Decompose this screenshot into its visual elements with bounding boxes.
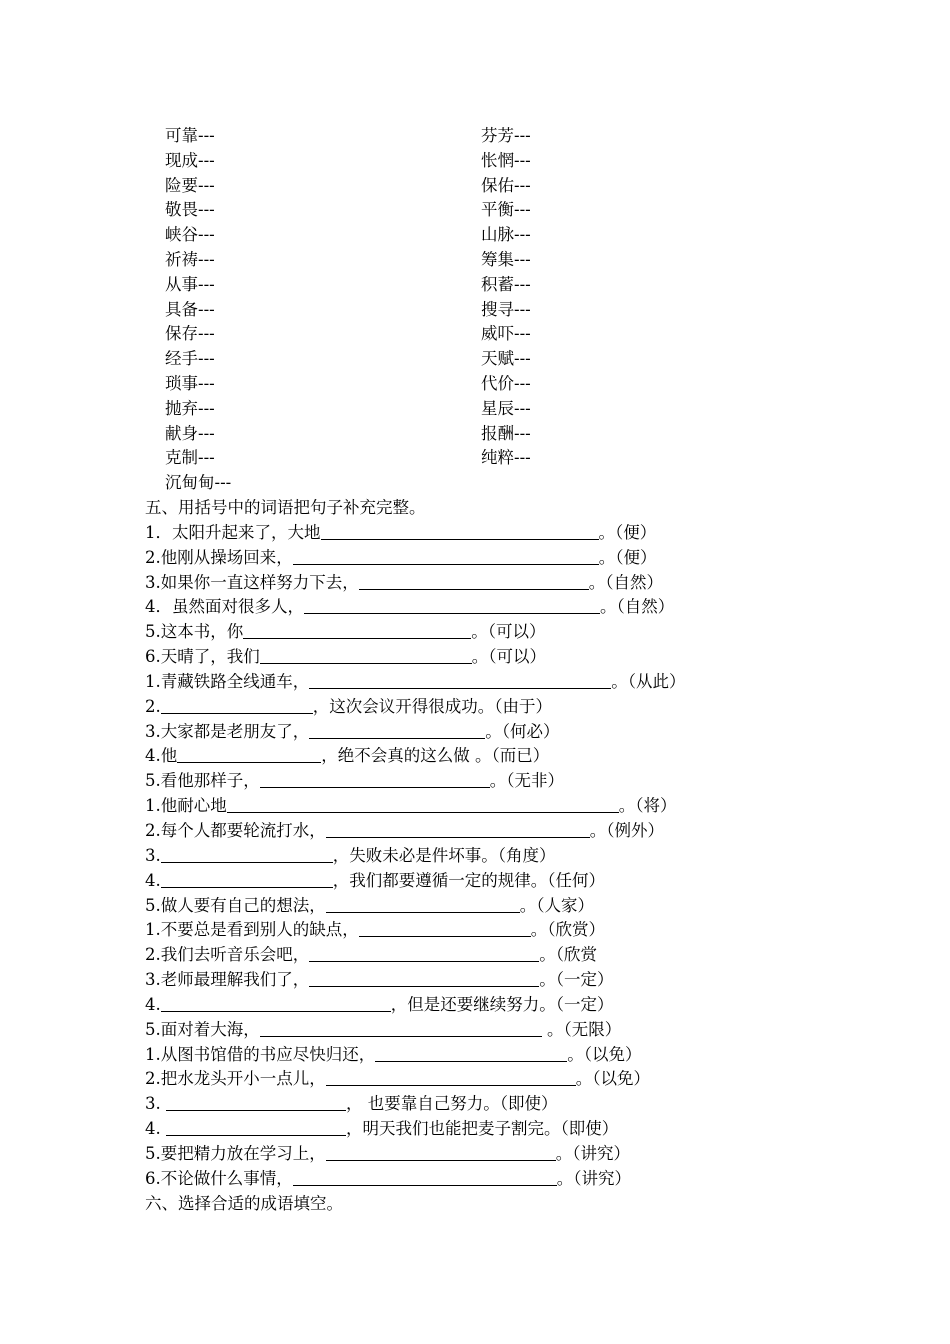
item-suffix: ，但是还要继续努力。（一定） bbox=[390, 994, 614, 1014]
item-suffix: 。（讲究） bbox=[556, 1168, 631, 1188]
exercise-item bbox=[145, 943, 925, 968]
exercise-item bbox=[145, 869, 925, 894]
item-prefix: 3.老师最理解我们了， bbox=[145, 970, 310, 990]
exercise-item bbox=[145, 1092, 925, 1117]
vocab-left: 峡谷--- bbox=[165, 225, 215, 245]
answer-blank[interactable] bbox=[260, 1020, 542, 1037]
vocab-left: 抛弃--- bbox=[165, 398, 215, 418]
vocab-left: 克制--- bbox=[165, 448, 215, 468]
vocab-right: 筹集--- bbox=[481, 249, 531, 269]
section-six-heading: 六、选择合适的成语填空。 bbox=[145, 1193, 343, 1213]
item-suffix: ，我们都要遵循一定的规律。（任何） bbox=[332, 870, 605, 890]
vocab-right: 芬芳--- bbox=[481, 126, 531, 145]
vocab-left: 具备--- bbox=[165, 299, 215, 319]
vocab-right: 山脉--- bbox=[481, 225, 531, 245]
exercise-item bbox=[145, 1043, 925, 1068]
exercise-item bbox=[145, 993, 925, 1018]
answer-blank[interactable] bbox=[309, 970, 539, 987]
answer-blank[interactable] bbox=[359, 573, 589, 590]
answer-blank[interactable] bbox=[166, 1094, 346, 1111]
exercise-item bbox=[145, 720, 925, 745]
item-prefix: 3.如果你一直这样努力下去， bbox=[145, 572, 359, 592]
answer-blank[interactable] bbox=[375, 1045, 567, 1062]
vocab-row bbox=[165, 198, 765, 223]
answer-blank[interactable] bbox=[161, 871, 333, 888]
exercise-item bbox=[145, 744, 925, 769]
item-suffix: 。（自然） bbox=[600, 597, 675, 617]
vocab-right: 天赋--- bbox=[481, 349, 531, 369]
answer-blank[interactable] bbox=[166, 1119, 346, 1136]
item-prefix: 5.要把精力放在学习上， bbox=[145, 1143, 326, 1163]
vocab-row bbox=[165, 372, 765, 397]
item-suffix: 。（以免） bbox=[575, 1069, 650, 1089]
item-prefix: 2.他刚从操场回来， bbox=[145, 547, 293, 567]
answer-blank[interactable] bbox=[293, 548, 599, 565]
item-suffix: 。（例外） bbox=[589, 820, 664, 840]
vocab-right: 积蓄--- bbox=[481, 274, 531, 294]
answer-blank[interactable] bbox=[326, 821, 590, 838]
exercise-item bbox=[145, 819, 925, 844]
answer-blank[interactable] bbox=[260, 647, 472, 664]
item-suffix: 。（便） bbox=[598, 522, 657, 542]
vocab-left: 现成--- bbox=[165, 150, 215, 170]
exercise-lines bbox=[145, 496, 925, 1216]
exercise-item bbox=[145, 918, 925, 943]
item-suffix: 。（可以） bbox=[471, 647, 546, 667]
vocab-right: 保佑--- bbox=[481, 175, 531, 195]
item-prefix: 5.看他那样子， bbox=[145, 771, 260, 791]
vocab-left: 可靠--- bbox=[165, 126, 215, 145]
item-prefix: 3.大家都是老朋友了， bbox=[145, 721, 310, 741]
item-prefix: 5.面对着大海， bbox=[145, 1019, 260, 1039]
item-suffix: 。（何必） bbox=[485, 721, 560, 741]
vocab-left: 献身--- bbox=[165, 423, 215, 443]
item-suffix: ，明天我们也能把麦子割完。（即使） bbox=[346, 1119, 619, 1139]
answer-blank[interactable] bbox=[227, 796, 619, 813]
item-prefix: 4. bbox=[145, 1119, 166, 1139]
item-prefix: 2.我们去听音乐会吧， bbox=[145, 945, 310, 965]
vocab-right: 威吓--- bbox=[481, 324, 531, 344]
exercise-item bbox=[145, 844, 925, 869]
vocab-row bbox=[165, 248, 765, 273]
exercise-item bbox=[145, 1117, 925, 1142]
vocab-row bbox=[165, 149, 765, 174]
item-suffix: ，这次会议开得很成功。（由于） bbox=[312, 696, 552, 716]
vocab-left: 险要--- bbox=[165, 175, 215, 195]
section-five-heading: 五、用括号中的词语把句子补充完整。 bbox=[145, 498, 426, 517]
exercise-item bbox=[145, 1167, 925, 1192]
vocab-left: 琐事--- bbox=[165, 373, 215, 393]
item-suffix: 。（自然） bbox=[588, 572, 663, 592]
vocab-right: 搜寻--- bbox=[481, 299, 531, 319]
exercise-item bbox=[145, 894, 925, 919]
vocab-left: 祈祷--- bbox=[165, 249, 215, 269]
answer-blank[interactable] bbox=[359, 920, 531, 937]
answer-blank[interactable] bbox=[321, 523, 599, 540]
vocab-row bbox=[165, 273, 765, 298]
vocab-row bbox=[165, 422, 765, 447]
vocab-row bbox=[165, 347, 765, 372]
item-suffix: 。（讲究） bbox=[555, 1143, 630, 1163]
vocab-left: 保存--- bbox=[165, 324, 215, 344]
item-prefix: 6.不论做什么事情， bbox=[145, 1168, 293, 1188]
item-prefix: 2. bbox=[145, 696, 161, 716]
item-prefix: 4．虽然面对很多人， bbox=[145, 597, 304, 617]
exercise-item bbox=[145, 1018, 925, 1043]
item-suffix: 。（以免） bbox=[567, 1044, 642, 1064]
item-prefix: 1.他耐心地 bbox=[145, 796, 227, 816]
item-prefix: 2.每个人都要轮流打水， bbox=[145, 820, 326, 840]
item-suffix: 。（人家） bbox=[519, 895, 594, 915]
item-suffix: 。（将） bbox=[618, 796, 677, 816]
vocab-right: 平衡--- bbox=[481, 200, 531, 220]
vocab-left: 经手--- bbox=[165, 349, 215, 369]
item-prefix: 5.做人要有自己的想法， bbox=[145, 895, 326, 915]
item-suffix: ， 也要靠自己努力。（即使） bbox=[346, 1094, 558, 1114]
answer-blank[interactable] bbox=[326, 1069, 576, 1086]
item-suffix: ，失败未必是件坏事。（角度） bbox=[332, 845, 556, 865]
item-suffix: 。（欣赏） bbox=[530, 920, 605, 940]
vocab-right: 星辰--- bbox=[481, 398, 531, 418]
item-suffix: 。（一定） bbox=[539, 970, 614, 990]
item-prefix: 1.从图书馆借的书应尽快归还， bbox=[145, 1044, 376, 1064]
item-suffix: 。（从此） bbox=[611, 671, 686, 691]
exercise-item bbox=[145, 620, 925, 645]
item-suffix: 。（可以） bbox=[471, 622, 546, 642]
answer-blank[interactable] bbox=[309, 722, 485, 739]
exercise-item bbox=[145, 571, 925, 596]
item-prefix: 1.青藏铁路全线通车， bbox=[145, 671, 310, 691]
exercise-item bbox=[145, 695, 925, 720]
answer-blank[interactable] bbox=[177, 746, 321, 763]
vocab-row bbox=[165, 124, 765, 149]
vocab-list bbox=[165, 124, 765, 496]
item-suffix: 。（无限） bbox=[541, 1019, 622, 1039]
vocab-row bbox=[165, 322, 765, 347]
item-prefix: 6.天晴了，我们 bbox=[145, 647, 260, 667]
item-prefix: 1．太阳升起来了，大地 bbox=[145, 522, 321, 542]
answer-blank[interactable] bbox=[326, 896, 520, 913]
item-prefix: 3. bbox=[145, 1094, 166, 1114]
vocab-row bbox=[165, 223, 765, 248]
item-prefix: 1.不要总是看到别人的缺点， bbox=[145, 920, 359, 940]
vocab-right: 代价--- bbox=[481, 373, 531, 393]
vocab-row bbox=[165, 397, 765, 422]
vocab-left: 沉甸甸--- bbox=[165, 473, 232, 493]
vocab-row bbox=[165, 298, 765, 323]
vocab-right: 纯粹--- bbox=[481, 448, 531, 468]
answer-blank[interactable] bbox=[309, 945, 539, 962]
exercise-item bbox=[145, 645, 925, 670]
exercise-item bbox=[145, 769, 925, 794]
exercise-item bbox=[145, 1142, 925, 1167]
item-prefix: 4. bbox=[145, 994, 161, 1014]
answer-blank[interactable] bbox=[243, 622, 471, 639]
item-suffix: 。（无非） bbox=[489, 771, 564, 791]
item-prefix: 2.把水龙头开小一点儿， bbox=[145, 1069, 326, 1089]
vocab-right: 怅惘--- bbox=[481, 150, 531, 170]
answer-blank[interactable] bbox=[161, 995, 391, 1012]
answer-blank[interactable] bbox=[304, 597, 600, 614]
item-prefix: 5.这本书，你 bbox=[145, 622, 244, 642]
item-prefix: 4.他 bbox=[145, 746, 178, 766]
item-suffix: 。（欣赏 bbox=[539, 945, 597, 965]
item-prefix: 4. bbox=[145, 870, 161, 890]
vocab-left: 敬畏--- bbox=[165, 200, 215, 220]
exercise-item bbox=[145, 546, 925, 571]
exercise-item bbox=[145, 670, 925, 695]
item-suffix: ，绝不会真的这么做 。（而已） bbox=[321, 746, 550, 766]
vocab-left: 从事--- bbox=[165, 274, 215, 294]
answer-blank[interactable] bbox=[161, 697, 313, 714]
vocab-row bbox=[165, 446, 765, 471]
answer-blank[interactable] bbox=[326, 1144, 556, 1161]
answer-blank[interactable] bbox=[309, 672, 611, 689]
answer-blank[interactable] bbox=[293, 1169, 557, 1186]
vocab-row bbox=[165, 174, 765, 199]
item-suffix: 。（便） bbox=[598, 547, 657, 567]
item-prefix: 3. bbox=[145, 845, 161, 865]
exercise-item bbox=[145, 1067, 925, 1092]
exercise-item bbox=[145, 595, 925, 620]
vocab-row bbox=[165, 471, 765, 496]
answer-blank[interactable] bbox=[161, 846, 333, 863]
exercise-item bbox=[145, 968, 925, 993]
answer-blank[interactable] bbox=[260, 771, 490, 788]
exercise-item bbox=[145, 521, 925, 546]
vocab-right: 报酬--- bbox=[481, 423, 531, 443]
exercise-item bbox=[145, 794, 925, 819]
